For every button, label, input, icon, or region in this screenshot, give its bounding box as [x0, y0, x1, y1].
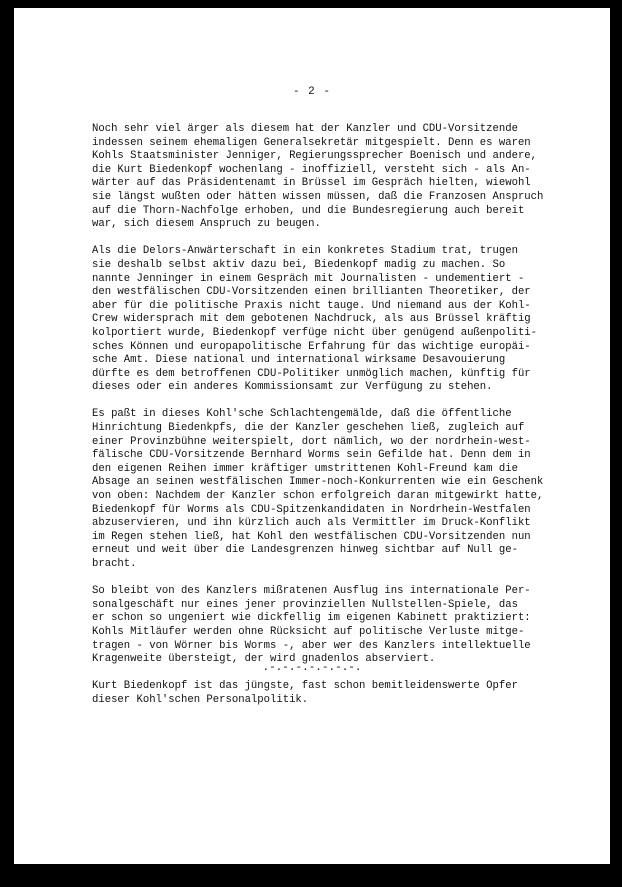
text-line: erneut und weit über die Landesgrenzen hinweg sichtbar auf Null ge- — [92, 544, 518, 557]
text-line: wärter auf das Präsidentenamt in Brüssel im Gespräch hielten, wiewohl — [92, 177, 531, 190]
text-line: Noch sehr viel ärger als diesem hat der Kanzler und CDU-Vorsitzende — [92, 123, 518, 135]
text-line: aber für die politische Praxis nicht tauge. Und niemand aus der Kohl- — [92, 299, 531, 312]
text-line: Hinrichtung Biedenkpfs, die der Kanzler geschehen ließ, zugleich auf — [92, 422, 525, 435]
text-line: Kohls Mitläufer werden ohne Rücksicht auf politische Verluste mitge- — [92, 625, 525, 638]
text-line: einer Provinzbühne weiterspielt, dort nämlich, wo der nordrhein-west- — [92, 435, 531, 448]
text-line: sche Amt. Diese national und international wirksame Desavouierung — [92, 354, 506, 367]
text-line: sonalgeschäft nur eines jener provinziellen Nullstellen-Spiele, das — [92, 598, 518, 611]
text-line: So bleibt von des Kanzlers mißratenen Ausflug ins internationale Per- — [92, 585, 531, 598]
text-line: Biedenkopf für Worms als CDU-Spitzenkandidaten in Nordrhein-Westfalen — [92, 503, 531, 516]
text-line: dürfte es dem betroffenen CDU-Politiker unmöglich machen, künftig für — [92, 367, 531, 380]
text-line: indessen seinem ehemaligen Generalsekretär mitgespielt. Denn es waren — [92, 136, 531, 149]
text-line: sie deshalb selbst aktiv dazu bei, Biedenkopf madig zu machen. So — [92, 258, 506, 271]
text-line: tragen - von Wörner bis Worms -, aber wer des Kanzlers intellektuelle — [92, 639, 531, 652]
text-line: kolportiert wurde, Biedenkopf verfüge nicht über genügend außenpoliti- — [92, 326, 538, 339]
text-line: Kragenweite übersteigt, der wird gnadenlos abserviert. — [92, 653, 436, 666]
text-line: Es paßt in dieses Kohl'sche Schlachtengemälde, daß die öffentliche — [92, 408, 512, 421]
text-line: Kurt Biedenkopf ist das jüngste, fast schon bemitleidenswerte Opfer — [92, 680, 518, 693]
text-line: Als die Delors-Anwärterschaft in ein konkretes Stadium trat, trugen — [92, 245, 518, 258]
text-line: fälische CDU-Vorsitzende Bernhard Worms sein Gefilde hat. Denn dem in — [92, 449, 531, 462]
text-line: im Regen stehen ließ, hat Kohl den westfälischen CDU-Vorsitzenden nun — [92, 530, 531, 543]
text-line: auf die Thorn-Nachfolge erhoben, und die Bundesregierung auch bereit — [92, 204, 525, 217]
text-line: sie längst wußten oder hätten wissen müssen, daß die Franzosen Anspruch — [92, 190, 544, 203]
text-line: den eigenen Reihen immer kräftiger umstrittenen Kohl-Freund kam die — [92, 462, 518, 475]
text-line: er schon so ungeniert wie dickfellig im eigenen Kabinett praktiziert: — [92, 612, 531, 625]
text-line: die Kurt Biedenkopf wochenlang - inoffiziell, versteht sich - als An- — [92, 163, 531, 176]
document-body — [92, 123, 562, 721]
text-line: Absage an seinen westfälischen Immer-noch-Konkurrenten wie ein Geschenk — [92, 476, 544, 489]
text-line: dieses oder ein anderes Kommissionsamt zur Verfügung zu stehen. — [92, 381, 493, 394]
paragraph — [92, 585, 562, 667]
text-line: Crew widersprach mit dem gebotenen Nachdruck, als aus Brüssel kräftig — [92, 313, 531, 326]
paragraph — [92, 680, 562, 707]
text-line: war, sich diesem Anspruch zu beugen. — [92, 218, 321, 231]
paragraph — [92, 123, 562, 232]
text-line: sches Können und europapolitische Erfahrung für das wichtige europäi- — [92, 340, 531, 353]
text-line: nannte Jenninger in einem Gespräch mit Journalisten - undementiert - — [92, 272, 525, 285]
document-page — [14, 8, 610, 880]
text-line: Kohls Staatsminister Jenniger, Regierungssprecher Boenisch und andere, — [92, 150, 538, 163]
page-number: - 2 - — [292, 86, 331, 98]
text-line: bracht. — [92, 558, 137, 570]
text-line: den westfälischen CDU-Vorsitzenden einen brillianten Theoretiker, der — [92, 286, 531, 299]
paragraph — [92, 245, 562, 395]
text-line: dieser Kohl'schen Personalpolitik. — [92, 693, 309, 706]
end-marker: .-.-.-.-.-.-.-. — [262, 662, 362, 674]
text-line: abzuservieren, und ihn kürzlich auch als Vermittler im Druck-Konflikt — [92, 517, 531, 530]
paragraph — [92, 408, 562, 571]
text-line: von oben: Nachdem der Kanzler schon erfolgreich daran mitgewirkt hatte, — [92, 490, 544, 503]
